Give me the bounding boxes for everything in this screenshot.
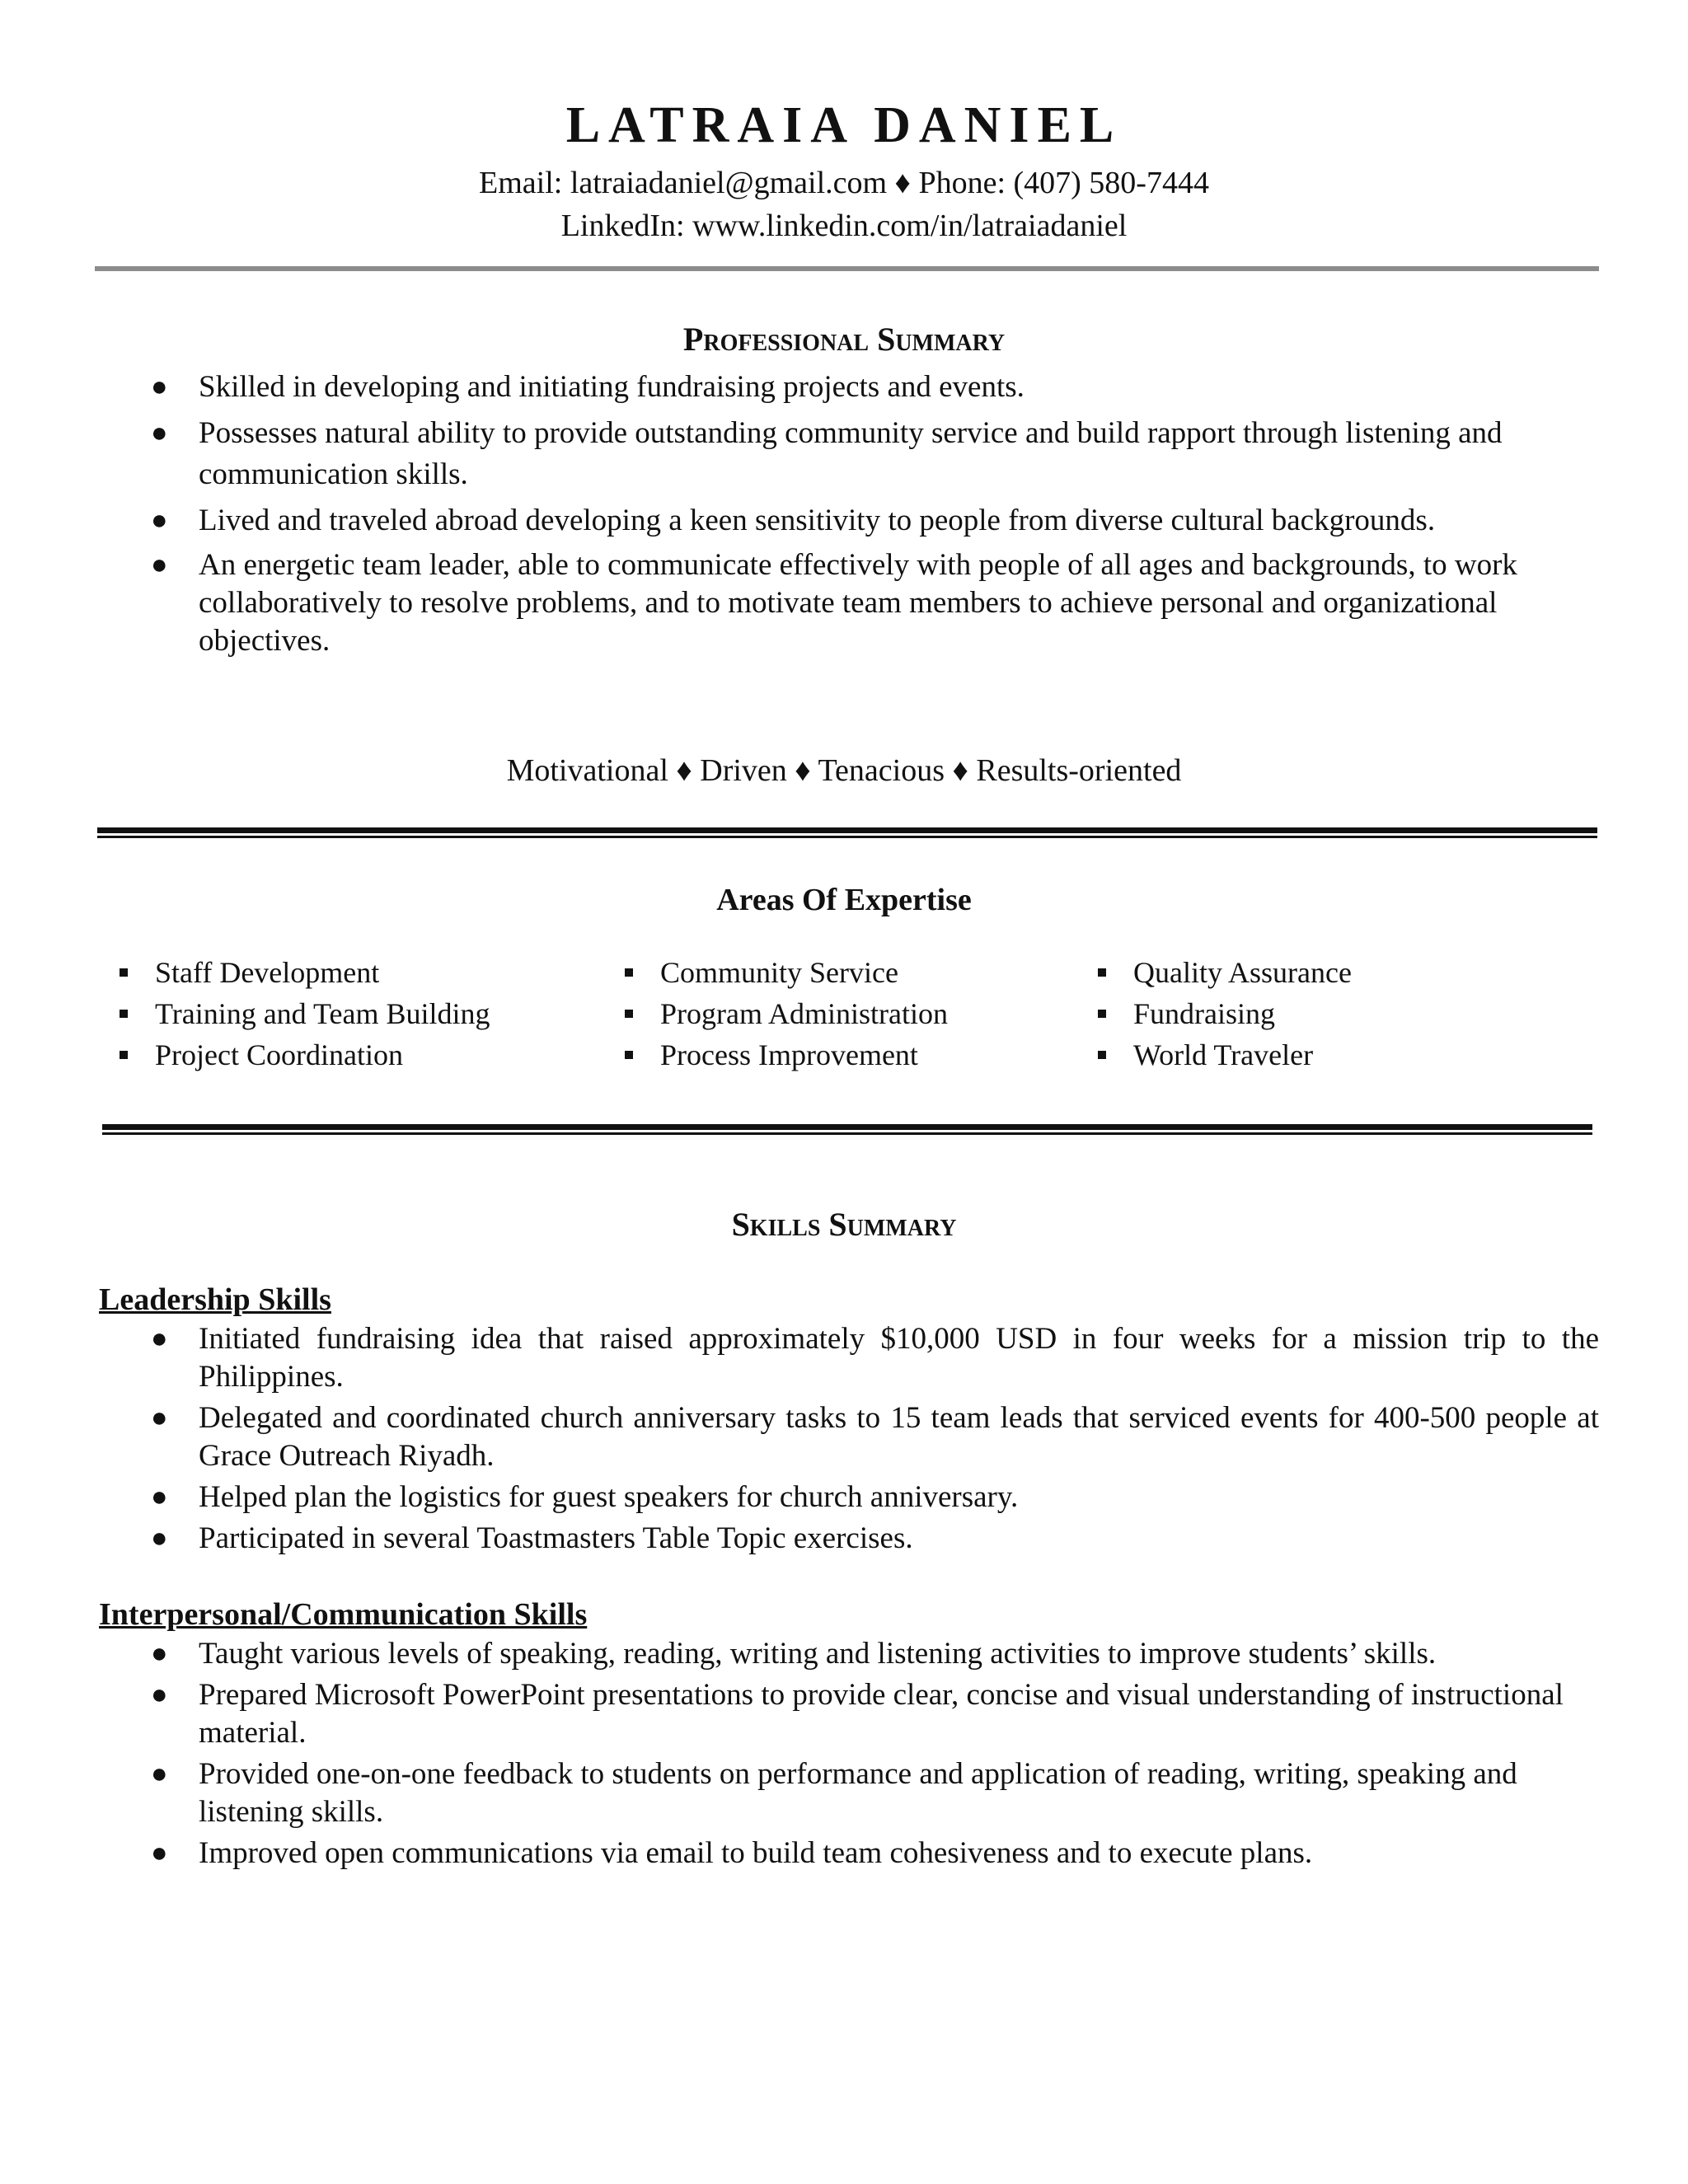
square-bullet-icon — [1098, 968, 1106, 977]
list-item: ● Possesses natural ability to provide outstanding community service and build rapport through listening and communication skills. — [151, 413, 1599, 495]
professional-summary-heading: Professional Summary — [682, 321, 1006, 358]
expertise-item: Fundraising — [1098, 993, 1352, 1034]
bullet-icon: ● — [151, 1680, 168, 1710]
personal-traits: Motivational ♦ Driven ♦ Tenacious ♦ Results-oriented — [506, 753, 1182, 788]
bullet-icon: ● — [151, 418, 168, 448]
list-item: ● Taught various levels of speaking, reading, writing and listening activities to improve students’ skills. — [151, 1635, 1599, 1673]
square-bullet-icon — [1098, 1051, 1106, 1059]
bullet-icon: ● — [151, 1638, 168, 1669]
bullet-icon: ● — [151, 1324, 168, 1354]
contact-email-phone: Email: latraiadaniel@gmail.com ♦ Phone: (407) 580-7444 — [479, 166, 1209, 200]
list-item: ● Helped plan the logistics for guest speakers for church anniversary. — [151, 1479, 1599, 1516]
list-item: ● Skilled in developing and initiating fundraising projects and events. — [151, 367, 1599, 408]
expertise-column — [625, 952, 948, 1076]
square-bullet-icon — [625, 1051, 633, 1059]
square-bullet-icon — [120, 1010, 128, 1018]
bullet-icon: ● — [151, 372, 168, 402]
expertise-item: Program Administration — [625, 993, 948, 1034]
section-divider — [102, 1124, 1592, 1135]
interpersonal-skills-list — [151, 1635, 1599, 1876]
expertise-item: World Traveler — [1098, 1034, 1352, 1076]
expertise-item: Process Improvement — [625, 1034, 948, 1076]
list-item: ● Delegated and coordinated church anniversary tasks to 15 team leads that serviced events for 400-500 people at Grace Outreach Riyadh. — [151, 1401, 1599, 1473]
list-item: ● Initiated fundraising idea that raised approximately $10,000 USD in four weeks for a mission trip to the Philippines. — [151, 1322, 1599, 1394]
skills-summary-heading: Skills Summary — [731, 1206, 957, 1243]
list-item: ● Provided one-on-one feedback to students on performance and application of reading, writing, speaking and listening skills. — [151, 1757, 1517, 1829]
list-item: ● Lived and traveled abroad developing a keen sensitivity to people from diverse cultural backgrounds. — [151, 500, 1599, 541]
list-item: ● An energetic team leader, able to communicate effectively with people of all ages and backgrounds, to work collaboratively to resolve problems, and to motivate team members to achieve personal and organizational objectives. — [151, 548, 1517, 658]
professional-summary-list — [151, 367, 1599, 665]
bullet-icon: ● — [151, 1523, 168, 1554]
expertise-item: Staff Development — [120, 952, 490, 993]
bullet-icon: ● — [151, 550, 168, 580]
bullet-icon: ● — [151, 1759, 168, 1789]
list-item: ● Improved open communications via email to build team cohesiveness and to execute plans. — [151, 1835, 1599, 1872]
candidate-name: LATRAIA DANIEL — [565, 97, 1123, 153]
expertise-item: Project Coordination — [120, 1034, 490, 1076]
contact-linkedin: LinkedIn: www.linkedin.com/in/latraiadaniel — [560, 209, 1128, 243]
square-bullet-icon — [120, 1051, 128, 1059]
expertise-column — [120, 952, 490, 1076]
bullet-icon: ● — [151, 1403, 168, 1433]
bullet-icon: ● — [151, 1838, 168, 1868]
square-bullet-icon — [120, 968, 128, 977]
square-bullet-icon — [625, 1010, 633, 1018]
section-divider — [97, 827, 1597, 838]
expertise-column — [1098, 952, 1352, 1076]
leadership-skills-list — [151, 1320, 1599, 1561]
bullet-icon: ● — [151, 505, 168, 536]
header-divider — [95, 266, 1599, 271]
expertise-item: Community Service — [625, 952, 948, 993]
list-item: ● Participated in several Toastmasters Table Topic exercises. — [151, 1520, 1599, 1558]
areas-of-expertise-heading: Areas Of Expertise — [716, 883, 972, 917]
square-bullet-icon — [1098, 1010, 1106, 1018]
square-bullet-icon — [625, 968, 633, 977]
leadership-skills-heading: Leadership Skills — [99, 1282, 331, 1317]
list-item: ● Prepared Microsoft PowerPoint presentations to provide clear, concise and visual understanding of instructional material. — [151, 1678, 1564, 1750]
expertise-item: Quality Assurance — [1098, 952, 1352, 993]
expertise-item: Training and Team Building — [120, 993, 490, 1034]
interpersonal-skills-heading: Interpersonal/Communication Skills — [99, 1597, 588, 1632]
bullet-icon: ● — [151, 1482, 168, 1512]
